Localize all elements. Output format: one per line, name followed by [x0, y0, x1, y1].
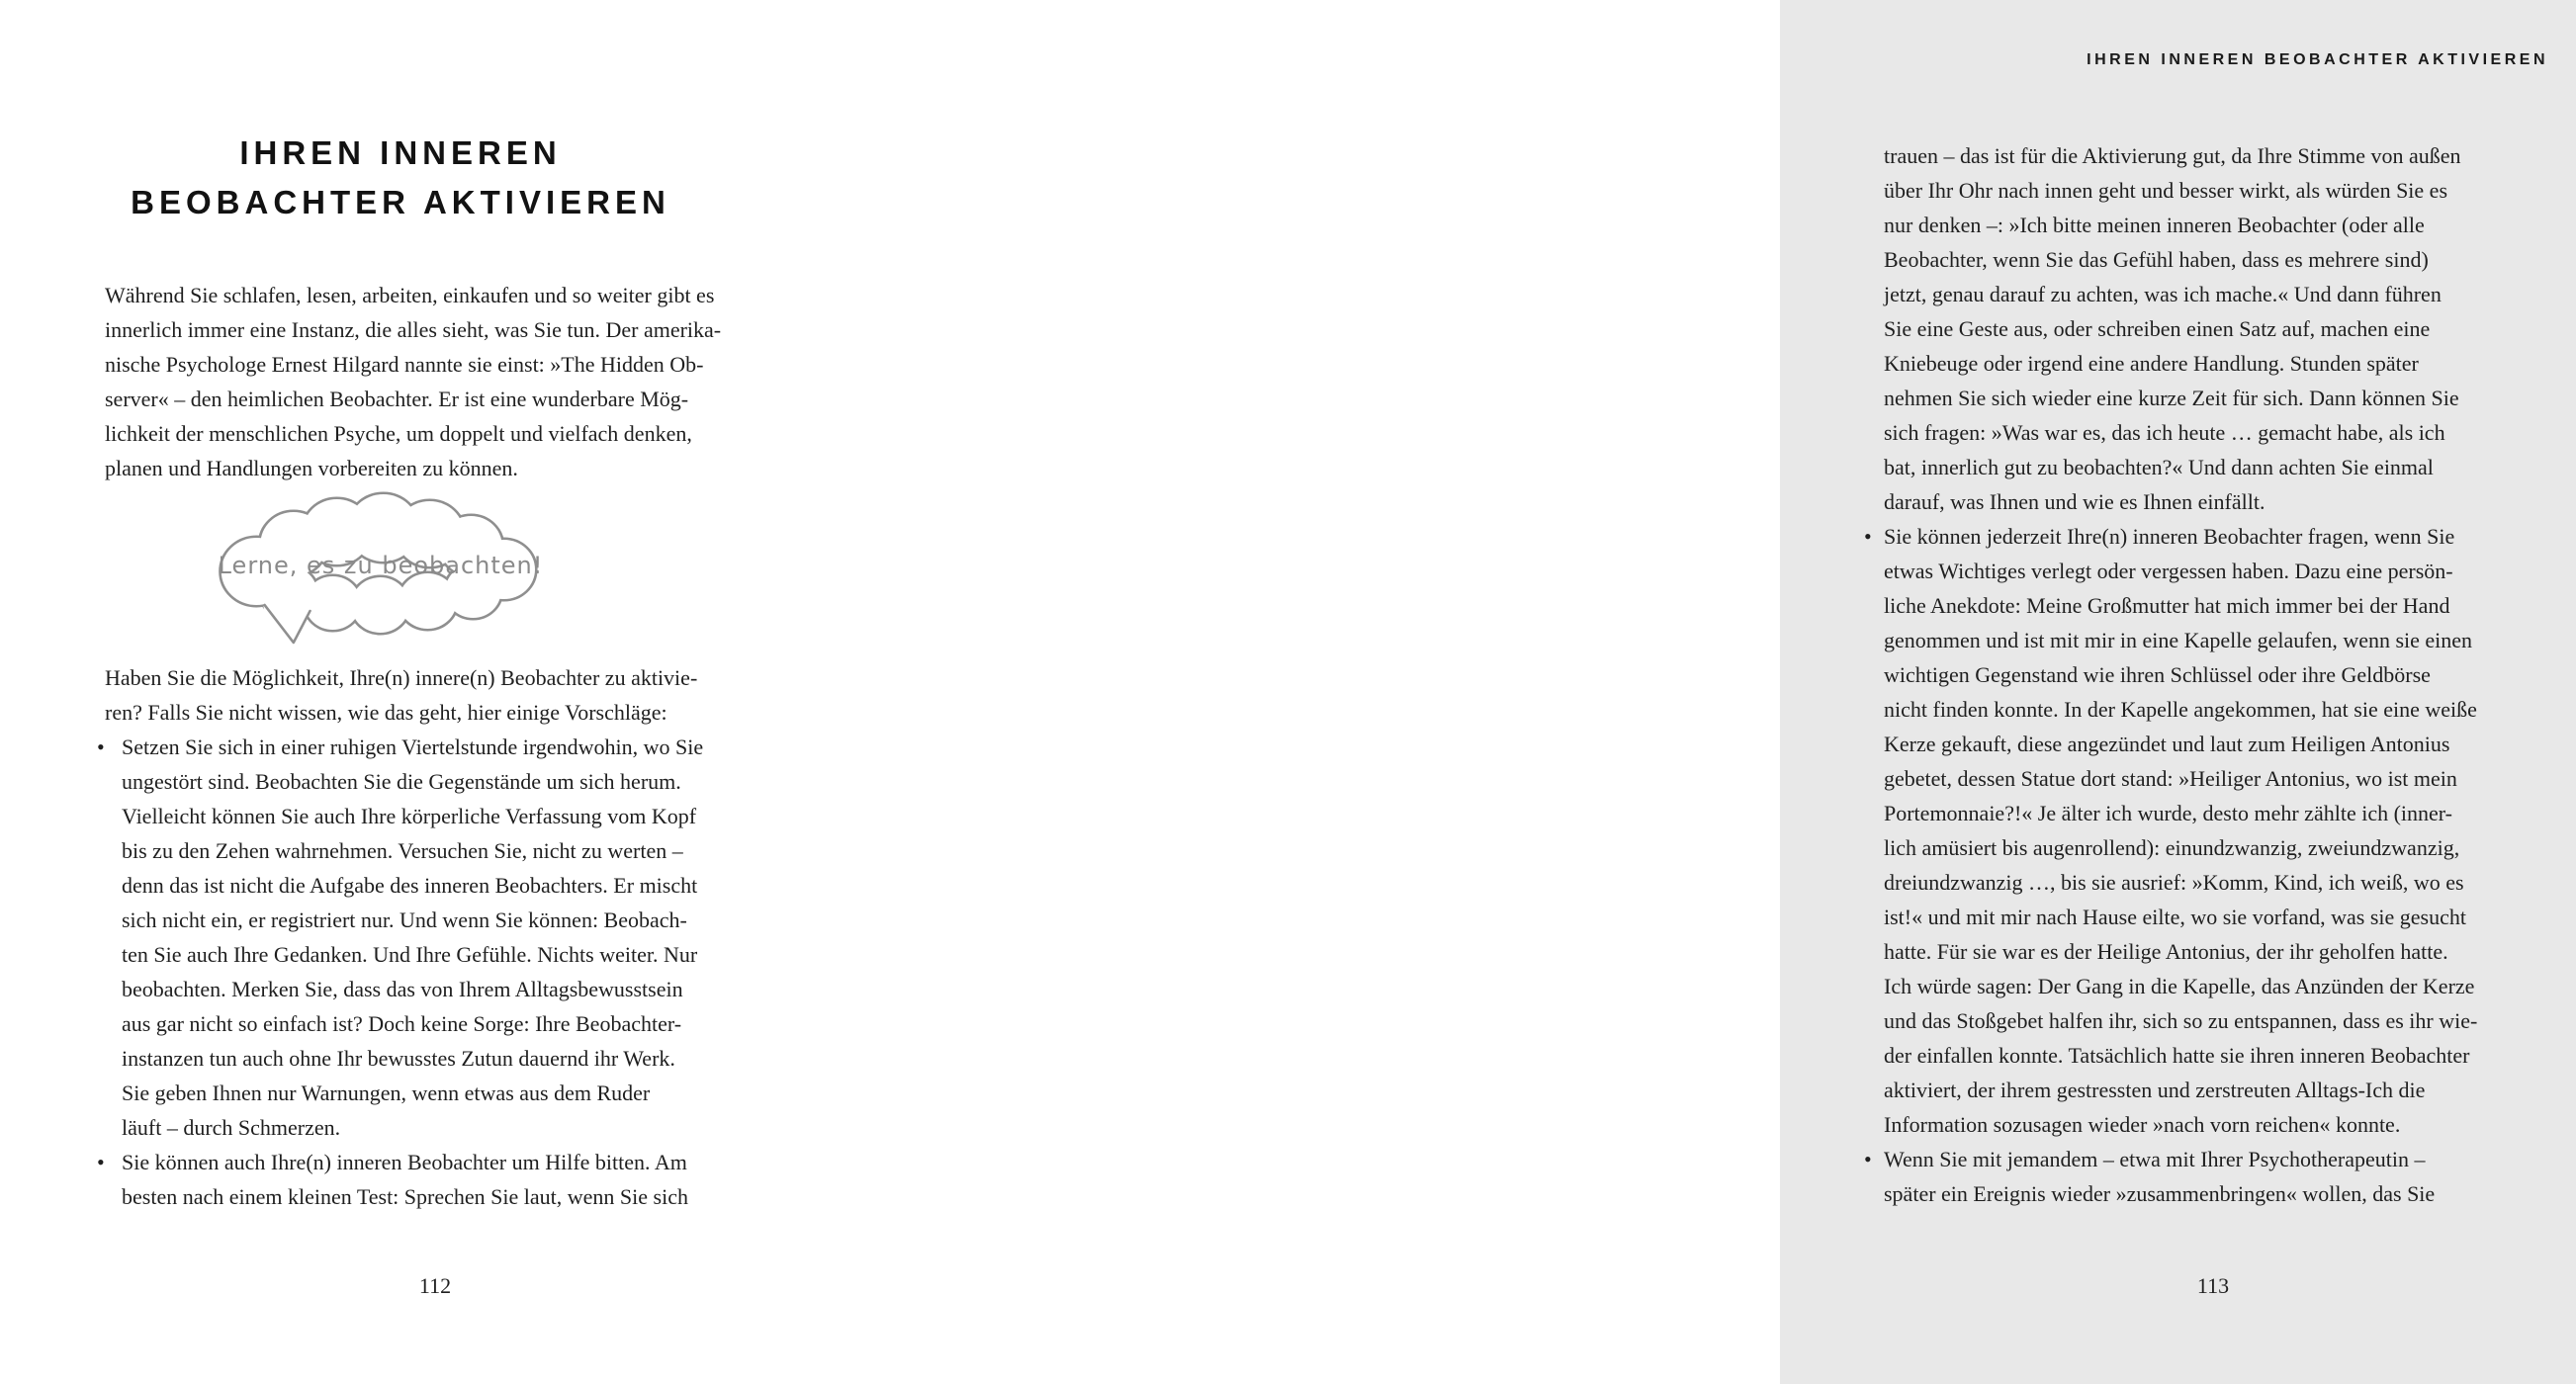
bullet-text: Sie können jederzeit Ihre(n) inneren Beobachter fragen, wenn Sie etwas Wichtiges verlegt oder vergessen haben. Dazu eine persön- liche Anekdote: Meine Großmutter hat mich immer bei der Hand genommen und ist mit mir in eine Kapelle gelaufen, wenn sie einen wichtigen Gegenstand wie ihren Schlüssel oder ihre Geldbörse nicht finden konnte. In der Kapelle angekommen, hat sie eine weiße Kerze gekauft, diese angezündet und laut zum Heiligen Antonius gebetet, dessen Statue dort stand: »Heiliger Antonius, wo ist mein Portemonnaie?!« Je älter ich wurde, desto mehr zählte ich (inner- lich amüsiert bis augenrollend): einundzwanzig, zweiundzwanzig, dreiundzwanzig …, bis sie ausrief: »Komm, Kind, ich weiß, wo es ist!« und mit mir nach Hause eilte, wo sie vorfand, was sie gesucht hatte. Für sie war es der Heilige Antonius, der ihr geholfen hatte. Ich würde sagen: Der Gang in die Kapelle, das Anzünden der Kerze und das Stoßgebet halfen ihr, sich so zu entspannen, dass es ihr wie- der einfallen konnte. Tatsächlich hatte sie ihren inneren Beobachter aktiviert, der ihrem gestressten und zerstreuten Alltags-Ich die Information sozusagen wieder »nach vorn reichen« konnte. [1884, 524, 2478, 1137]
list-item [95, 1145, 807, 1214]
page-number-right: 113 [2196, 1273, 2230, 1298]
chapter-title-line-1: IHREN INNEREN [239, 134, 562, 171]
list-item [1864, 519, 2576, 1142]
chapter-title [84, 129, 717, 227]
right-text-column [1864, 138, 2576, 1211]
bullet-text: Setzen Sie sich in einer ruhigen Viertelstunde irgendwohin, wo Sie ungestört sind. Beobachten Sie die Gegenstände um sich herum. Vielleicht können Sie auch Ihre körperliche Verfassung vom Kopf bis zu den Zehen wahrnehmen. Versuchen Sie, nicht zu werten – denn das ist nicht die Aufgabe des inneren Beobachters. Er mischt sich nicht ein, er registriert nur. Und wenn Sie können: Beobach- ten Sie auch Ihre Gedanken. Und Ihre Gefühle. Nichts weiter. Nur beobachten. Merken Sie, dass das von Ihrem Alltagsbewusstsein aus gar nicht so einfach ist? Doch keine Sorge: Ihre Beobachter- instanzen tun auch ohne Ihr bewusstes Zutun dauernd ihr Werk. Sie geben Ihnen nur Warnungen, wenn etwas aus dem Ruder läuft – durch Schmerzen. [122, 735, 704, 1140]
list-item [95, 730, 807, 1145]
running-header: IHREN INNEREN BEOBACHTER AKTIVIEREN [2087, 51, 2548, 68]
bullet-text: Sie können auch Ihre(n) inneren Beobachter um Hilfe bitten. Am besten nach einem kleinen Test: Sprechen Sie laut, wenn Sie sich [122, 1150, 688, 1209]
continuation-paragraph: trauen – das ist für die Aktivierung gut, da Ihre Stimme von außen über Ihr Ohr nach innen geht und besser wirkt, als würden Sie es nur denken –: »Ich bitte meinen inneren Beobachter (oder alle Beobachter, wenn Sie das Gefühl haben, dass es mehrere sind) jetzt, genau darauf zu achten, was ich mache.« Und dann führen Sie eine Geste aus, oder schreiben einen Satz auf, machen eine Kniebeuge oder irgend eine andere Handlung. Stunden später nehmen Sie sich wieder eine kurze Zeit für sich. Dann können Sie sich fragen: »Was war es, das ich heute … gemacht habe, als ich bat, innerlich gut zu beobachten?« Und dann achten Sie einmal darauf, was Ihnen und wie es Ihnen einfällt. [1884, 143, 2461, 514]
lead-in-paragraph: Haben Sie die Möglichkeit, Ihre(n) innere(n) Beobachter zu aktivie- ren? Falls Sie nicht wissen, wie das geht, hier einige Vorschläge: [105, 665, 698, 725]
bullet-text: Wenn Sie mit jemandem – etwa mit Ihrer Psychotherapeutin – später ein Ereignis wieder »zusammenbringen« wollen, das Sie [1884, 1147, 2436, 1206]
page-number-left: 112 [418, 1273, 452, 1298]
speech-bubble-text: Lerne, es zu beobachten! [218, 552, 544, 579]
bullet-icon: • [97, 735, 105, 759]
list-item [1864, 1142, 2576, 1211]
bullet-icon: • [1864, 524, 1872, 549]
bullet-icon: • [97, 1150, 105, 1174]
left-text-column [95, 660, 807, 1214]
left-page [0, 0, 890, 1384]
right-page [890, 0, 2548, 1384]
bullet-icon: • [1864, 1147, 1872, 1171]
chapter-title-line-2: BEOBACHTER AKTIVIEREN [131, 184, 670, 220]
intro-paragraph: Während Sie schlafen, lesen, arbeiten, einkaufen und so weiter gibt es innerlich immer eine Instanz, die alles sieht, was Sie tun. Der amerika- nische Psychologe Ernest Hilgard nannte sie einst: »The Hidden Ob- server« – den heimlichen Beobachter. Er ist eine wunderbare Mög- lichkeit der menschlichen Psyche, um doppelt und vielfach denken, planen und Handlungen vorbereiten zu können. [105, 283, 722, 480]
